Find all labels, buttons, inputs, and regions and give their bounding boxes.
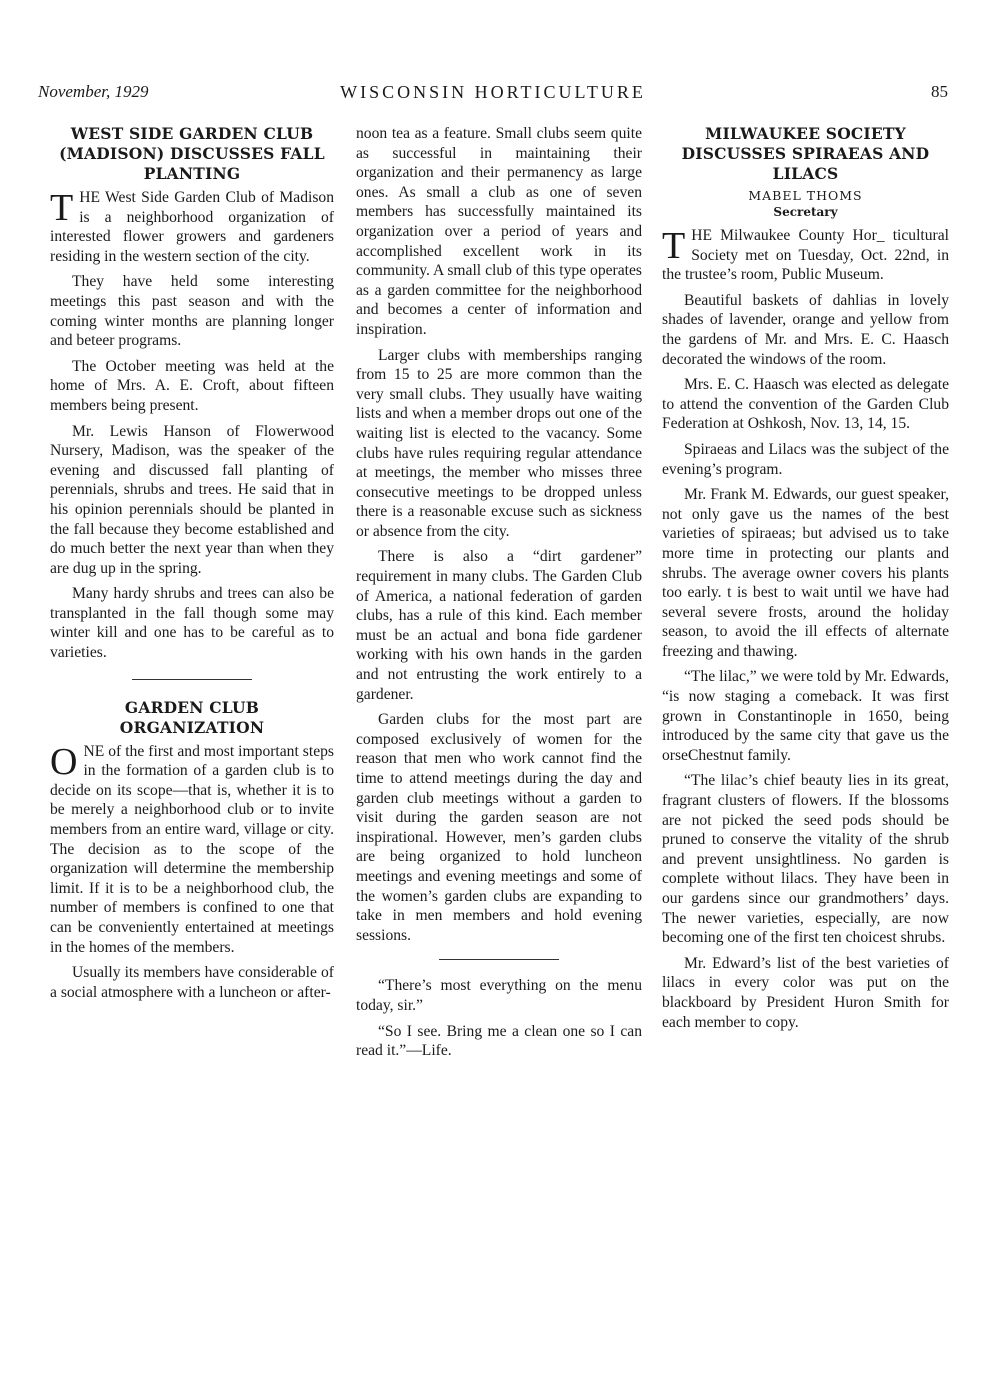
article-paragraph: Garden clubs for the most part are composed exclusively of women for the reason that men who work cannot find the time to attend meetings during the day and garden club meetings without a garden to visit during the garden season are not inspirational. However, men’s garden clubs are being organized to hold luncheon meetings and evening meetings and some of the women’s garden clubs are expanding to take in men members and hold evening sessions. bbox=[356, 711, 642, 944]
article-paragraph: Larger clubs with memberships ranging from 15 to 25 are more common than the very small clubs. They usually have waiting lists and when a member drops out one of the waiting list is elected to the vacancy. Some clubs have rules requiring regular attendance at meetings, the member who misses three consecutive meetings to be dropped unless there is a reasonable excuse such as sickness or absence from the city. bbox=[356, 346, 642, 540]
section-divider bbox=[439, 959, 559, 960]
article-paragraph: ONE of the first and most important steps in the formation of a garden club is to decide on its scope—that is, whether it is to be merely a neighborhood club or to invite members from an entire ward, village or city. The decision as to the scope of the organization will determine the membership limit. If it is to be a neighborhood club, the number of members is confined to one that can be conveniently entertained at meetings in the homes of the members. bbox=[50, 740, 334, 956]
running-header bbox=[38, 82, 948, 108]
article-paragraph: “The lilac,” we were told by Mr. Edwards, “is now staging a comeback. It was first grown in Constantinople in 1650, being introduced by the same city that gave us the orseChestnut family. bbox=[662, 668, 950, 764]
author-role: Secretary bbox=[773, 205, 838, 219]
article-paragraph: Mr. Frank M. Edwards, our guest speaker, not only gave us the names of the best varieties of spiraeas; but advised us to take more time in protecting our plants and shrubs. The average owner covers his plants too early. t is best to wait until we have had several severe frosts, around the holiday season, to avoid the ill effects of alternate freezing and thawing. bbox=[662, 486, 949, 660]
article-paragraph: Mr. Lewis Hanson of Flowerwood Nursery, Madison, was the speaker of the evening and discussed fall planting of perennials, shrubs and trees. He said that in his opinion perennials should be planted in the fall because they become established and do much better the next year than when they are dug up in the spring. bbox=[50, 422, 334, 577]
author-name: MABEL THOMS bbox=[748, 188, 863, 203]
article-paragraph: They have held some interesting meetings this past season and with the coming winter months are planning longer and beteer programs. bbox=[50, 273, 334, 350]
joke-line: “There’s most everything on the menu today, sir.” bbox=[356, 977, 642, 1014]
article-paragraph: Mrs. E. C. Haasch was elected as delegate to attend the convention of the Garden Club Federation at Oshkosh, Nov. 13, 14, 15. bbox=[662, 376, 949, 433]
article-paragraph: THE West Side Garden Club of Madison is a neighborhood organization of interested flower growers and gardeners residing in the western section of the city. bbox=[50, 187, 334, 265]
article-paragraph: The October meeting was held at the home of Mrs. A. E. Croft, about fifteen members being present. bbox=[50, 357, 334, 414]
article-title-west-side: WEST SIDE GARDEN CLUB (MADISON) DISCUSSES FALL PLANTING bbox=[59, 124, 325, 183]
joke-line: “So I see. Bring me a clean one so I can read it.”—Life. bbox=[356, 1022, 642, 1060]
column-3 bbox=[662, 124, 949, 1038]
article-paragraph: Usually its members have considerable of a social atmosphere with a luncheon or after- bbox=[50, 964, 334, 1001]
column-2 bbox=[356, 124, 642, 1067]
article-title-garden-club: GARDEN CLUB ORGANIZATION bbox=[119, 697, 265, 737]
article-paragraph: Spiraeas and Lilacs was the subject of the evening’s program. bbox=[662, 440, 949, 478]
drop-cap: O bbox=[50, 740, 78, 783]
article-title-milwaukee: MILWAUKEE SOCIETY DISCUSSES SPIRAEAS AND LILACS bbox=[681, 124, 930, 183]
article-paragraph: THE Milwaukee County Hor_ ticultural Society met on Tuesday, Oct. 22nd, in the trustee’s room, Public Museum. bbox=[662, 225, 949, 284]
column-1 bbox=[50, 124, 334, 1008]
article-paragraph: Beautiful baskets of dahlias in lovely shades of lavender, orange and yellow from the gardens of Mr. and Mrs. E. C. Haasch decorated the windows of the room. bbox=[662, 291, 949, 368]
article-paragraph: noon tea as a feature. Small clubs seem quite as successful in maintaining their organization and their permanency as large ones. As small a club as one of seven members has successfully maintained its organization over a period of years and accomplished excellent work in its community. A small club of this type operates as a garden committee for the neighborhood and becomes a center of information and inspiration. bbox=[356, 125, 642, 338]
article-paragraph: “The lilac’s chief beauty lies in its great, fragrant clusters of flowers. If the blossoms are not picked the seed pods should be pruned to conserve the vitality of the shrub and prevent unsightliness. No garden is complete without lilacs. They have been in our gardens since our grandmothers’ days. The newer varieties, especially, are now becoming one of the first ten choicest shrubs. bbox=[662, 772, 949, 947]
drop-cap: T bbox=[50, 187, 74, 229]
article-paragraph: Mr. Edward’s list of the best varieties of lilacs in every color was put on the blackboard by President Huron Smith for each member to copy. bbox=[662, 954, 949, 1031]
article-paragraph: Many hardy shrubs and trees can also be transplanted in the fall though some may winter kill and one has to be careful as to varieties. bbox=[50, 585, 334, 662]
page-number: 85 bbox=[931, 82, 948, 101]
section-divider bbox=[132, 679, 252, 680]
article-paragraph: There is also a “dirt gardener” requirement in many clubs. The Garden Club of America, a national federation of garden clubs, has a rule of this kind. Each member must be an actual and bona fide gardener working with his own hands in the garden and not entrusting the work entirely to a gardener. bbox=[356, 548, 642, 703]
journal-title: WISCONSIN HORTICULTURE bbox=[340, 82, 646, 102]
drop-cap: T bbox=[662, 225, 686, 267]
issue-date: November, 1929 bbox=[38, 82, 149, 101]
